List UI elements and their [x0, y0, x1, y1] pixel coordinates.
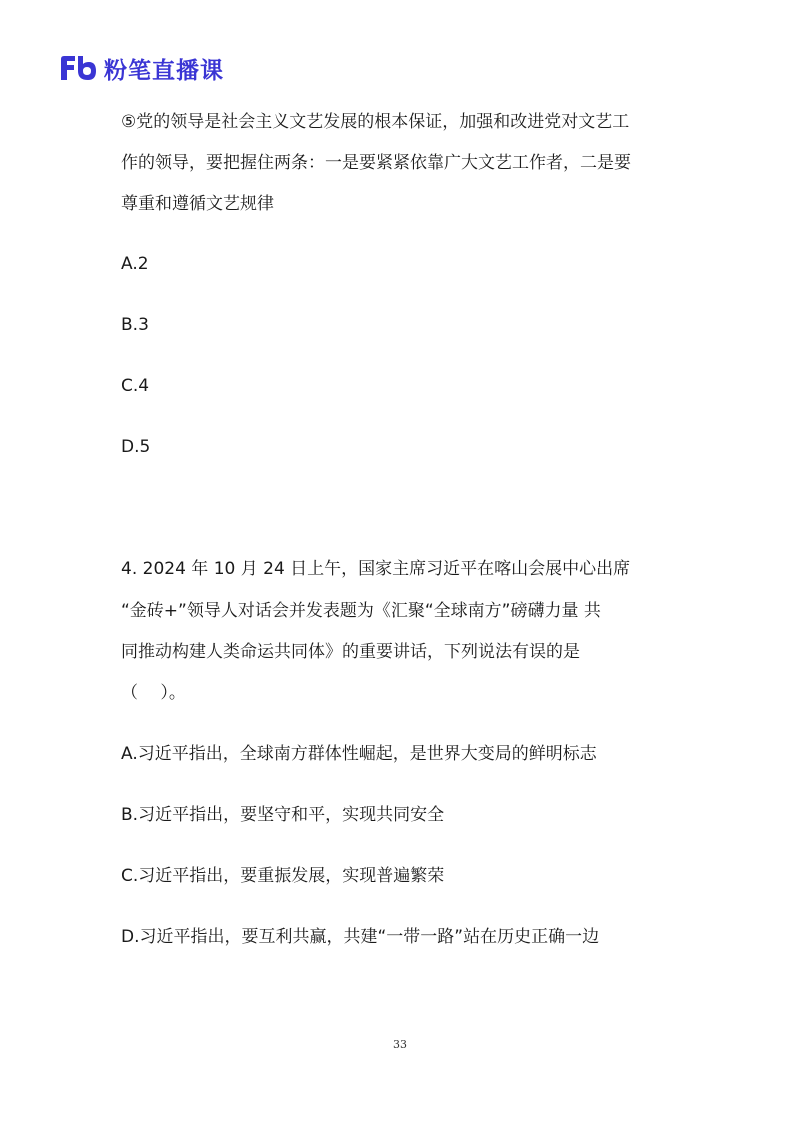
q4-answer-blank: （ ）。 — [121, 683, 186, 703]
q3-item5-line-1: ⑤党的领导是社会主义文艺发展的根本保证，加强和改进党对文艺工 — [121, 112, 630, 132]
q4-option-d: D.习近平指出，要互利共赢，共建“一带一路”站在历史正确一边 — [121, 927, 600, 947]
q3-item5-line-3: 尊重和遵循文艺规律 — [121, 194, 274, 214]
q4-stem-line-2: “金砖+”领导人对话会并发表题为《汇聚“全球南方”磅礴力量 共 — [121, 601, 601, 621]
page-number: 33 — [393, 1038, 407, 1051]
fb-logo-icon — [58, 54, 98, 82]
q4-stem-line-1: 4. 2024 年 10 月 24 日上午，国家主席习近平在喀山会展中心出席 — [121, 559, 631, 579]
q4-stem-line-3: 同推动构建人类命运共同体》的重要讲话，下列说法有误的是 — [121, 642, 580, 662]
q4-option-b: B.习近平指出，要坚守和平，实现共同安全 — [121, 805, 445, 825]
q3-option-a: A.2 — [121, 254, 149, 274]
q3-option-c: C.4 — [121, 376, 150, 396]
q3-option-d: D.5 — [121, 437, 151, 457]
q3-option-b: B.3 — [121, 315, 149, 335]
brand-name: 粉笔直播课 — [104, 57, 224, 84]
q3-item5-line-2: 作的领导，要把握住两条：一是要紧紧依靠广大文艺工作者，二是要 — [121, 153, 631, 173]
q4-option-c: C.习近平指出，要重振发展，实现普遍繁荣 — [121, 866, 445, 886]
q4-option-a: A.习近平指出，全球南方群体性崛起，是世界大变局的鲜明标志 — [121, 744, 597, 764]
brand-logo — [58, 52, 224, 84]
